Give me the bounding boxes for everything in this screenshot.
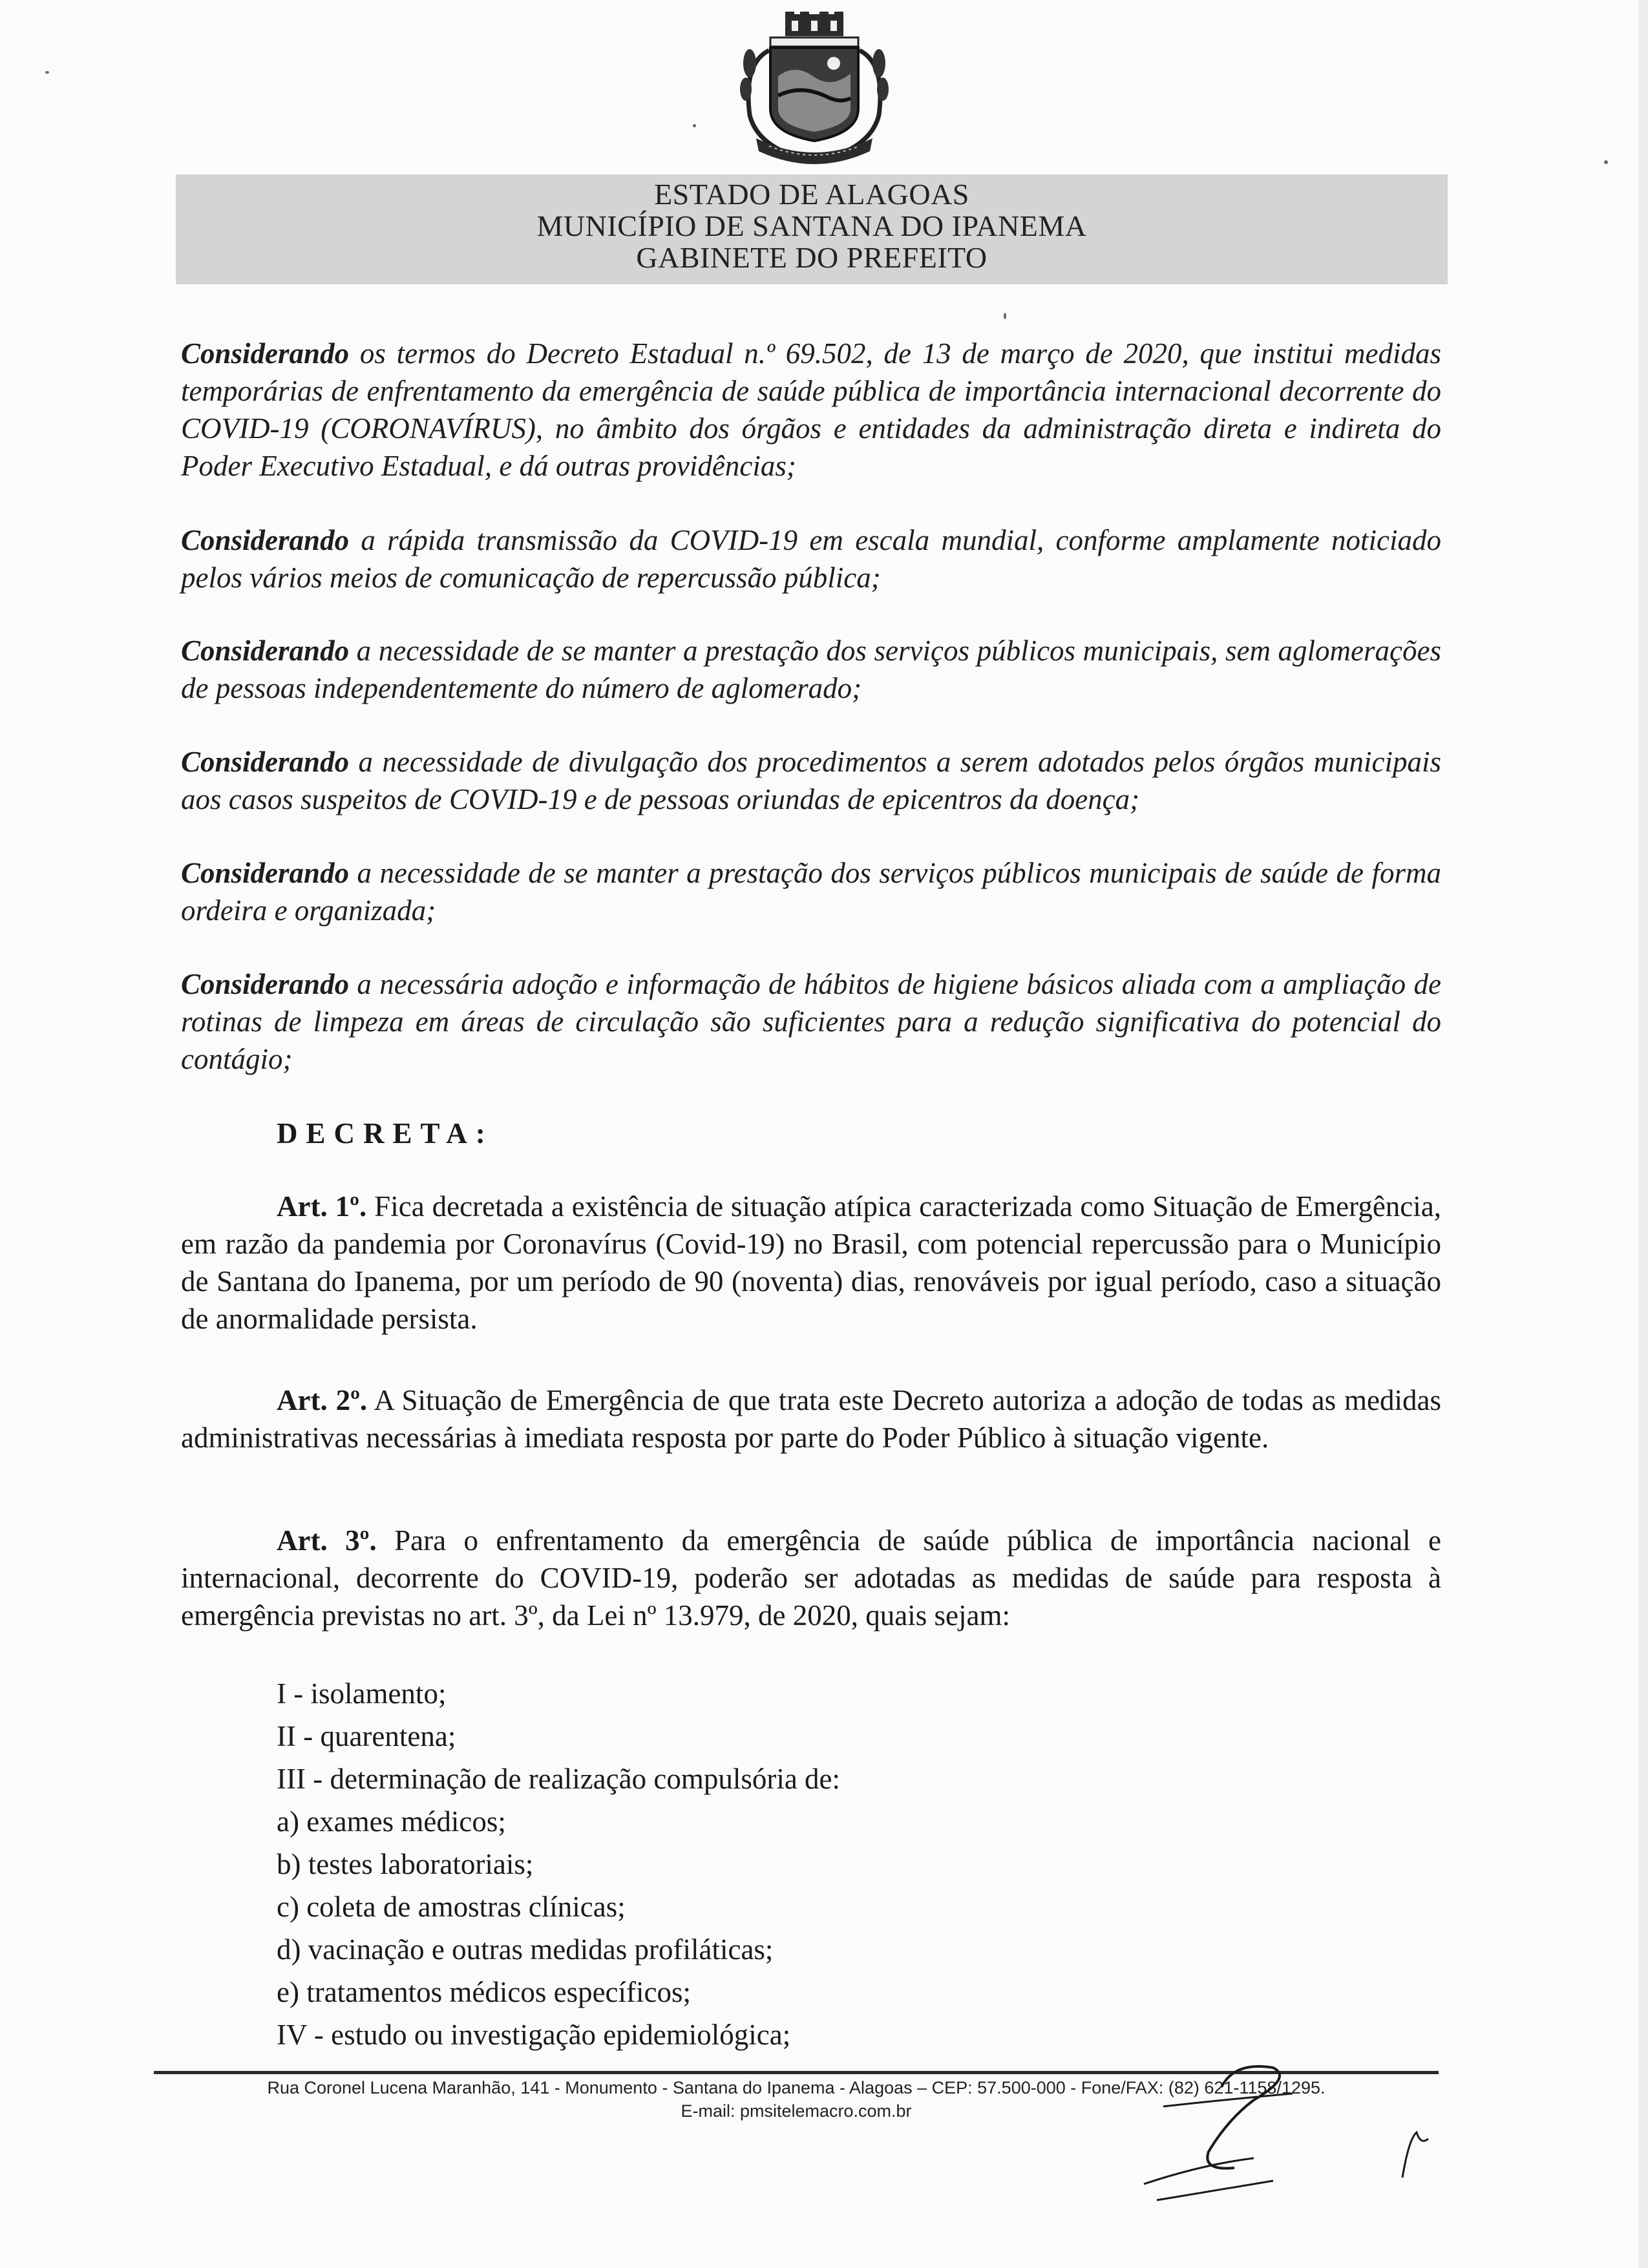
list-item: III - determinação de realização compulsória de: <box>277 1763 841 1795</box>
considerando-paragraph <box>181 335 1441 485</box>
article-label: Art. 2º. <box>277 1384 368 1416</box>
considerando-keyword: Considerando <box>181 635 350 667</box>
considerando-keyword: Considerando <box>181 968 350 1000</box>
considerando-paragraph <box>181 965 1441 1078</box>
article-label: Art. 1º. <box>277 1190 367 1223</box>
list-item: I - isolamento; <box>277 1677 447 1710</box>
scan-speck <box>1004 313 1006 319</box>
scan-speck <box>1604 160 1608 164</box>
considerando-text: os termos do Decreto Estadual n.º 69.502, de 13 de março de 2020, que institui medidas temporárias de enfrentamento da emergência de saúde pública de importância internacional decorrente do COVID-19 (CORONAVÍRUS), no âmbito dos órgãos e entidades da administração direta e indireta do Poder Executivo Estadual, e dá outras providências; <box>181 337 1441 482</box>
scan-edge <box>1639 0 1648 2268</box>
considerando-keyword: Considerando <box>181 524 350 556</box>
article-paragraph <box>181 1522 1441 1634</box>
article-paragraph <box>181 1188 1441 1338</box>
scan-speck <box>693 124 696 127</box>
article-text: Fica decretada a existência de situação atípica caracterizada como Situação de Emergência, em razão da pandemia por Coronavírus (Covid-19) no Brasil, com potencial repercussão para o Município de Santana do Ipanema, por um período de 90 (noventa) dias, renováveis por igual período, caso a situação de anormalidade persista. <box>181 1190 1441 1335</box>
document-header <box>176 174 1448 284</box>
list-item: II - quarentena; <box>277 1720 456 1752</box>
decreta-heading: DECRETA: <box>277 1117 494 1150</box>
list-item: d) vacinação e outras medidas profiláticas; <box>277 1933 774 1966</box>
measures-list <box>277 1672 840 2056</box>
considerando-paragraph <box>181 521 1441 596</box>
list-item: b) testes laboratoriais; <box>277 1848 534 1880</box>
footer-email: E-mail: pmsitelemacro.com.br <box>681 2101 912 2121</box>
footer-address: Rua Coronel Lucena Maranhão, 141 - Monumento - Santana do Ipanema - Alagoas – CEP: 57.500-000 - Fone/FAX: (82) 621-1158/1295. <box>267 2078 1326 2097</box>
considerando-text: a necessidade de se manter a prestação dos serviços públicos municipais de saúde de forma ordeira e organizada; <box>181 857 1441 927</box>
article-paragraph <box>181 1381 1441 1456</box>
list-item: a) exames médicos; <box>277 1805 506 1838</box>
article-label: Art. 3º. <box>277 1524 377 1557</box>
considerando-keyword: Considerando <box>181 857 350 889</box>
considerando-keyword: Considerando <box>181 337 350 370</box>
header-office: GABINETE DO PREFEITO <box>636 241 988 274</box>
municipal-coat-of-arms-icon <box>730 12 898 167</box>
list-item: e) tratamentos médicos específicos; <box>277 1976 692 2008</box>
considerando-text: a rápida transmissão da COVID-19 em escala mundial, conforme amplamente noticiado pelos vários meios de comunicação de repercussão pública; <box>181 524 1441 594</box>
article-text: A Situação de Emergência de que trata este Decreto autoriza a adoção de todas as medidas administrativas necessárias à imediata resposta por parte do Poder Público à situação vigente. <box>181 1384 1441 1454</box>
considerando-text: a necessidade de divulgação dos procedimentos a serem adotados pelos órgãos municipais aos casos suspeitos de COVID-19 e de pessoas oriundas de epicentros da doença; <box>181 746 1441 815</box>
considerando-paragraph <box>181 632 1441 707</box>
considerando-paragraph <box>181 854 1441 929</box>
article-text: Para o enfrentamento da emergência de saúde pública de importância nacional e internacional, decorrente do COVID-19, poderão ser adotadas as medidas de saúde para resposta à emergência previstas no art. 3º, da Lei nº 13.979, de 2020, quais sejam: <box>181 1524 1442 1632</box>
scan-speck <box>45 71 49 74</box>
considerando-text: a necessidade de se manter a prestação dos serviços públicos municipais, sem aglomerações de pessoas independentemente do número de aglomerado; <box>181 635 1441 704</box>
handwritten-signature-icon <box>1125 2055 1461 2223</box>
header-state: ESTADO DE ALAGOAS <box>654 178 969 211</box>
considerando-paragraph <box>181 743 1441 818</box>
header-municipality: MUNICÍPIO DE SANTANA DO IPANEMA <box>536 209 1087 242</box>
list-item: IV - estudo ou investigação epidemiológica; <box>277 2019 791 2051</box>
list-item: c) coleta de amostras clínicas; <box>277 1891 626 1923</box>
considerando-text: a necessária adoção e informação de hábitos de higiene básicos aliada com a ampliação de rotinas de limpeza em áreas de circulação são suficientes para a redução significativa do potencial do contágio; <box>181 968 1441 1075</box>
considerando-keyword: Considerando <box>181 746 350 778</box>
